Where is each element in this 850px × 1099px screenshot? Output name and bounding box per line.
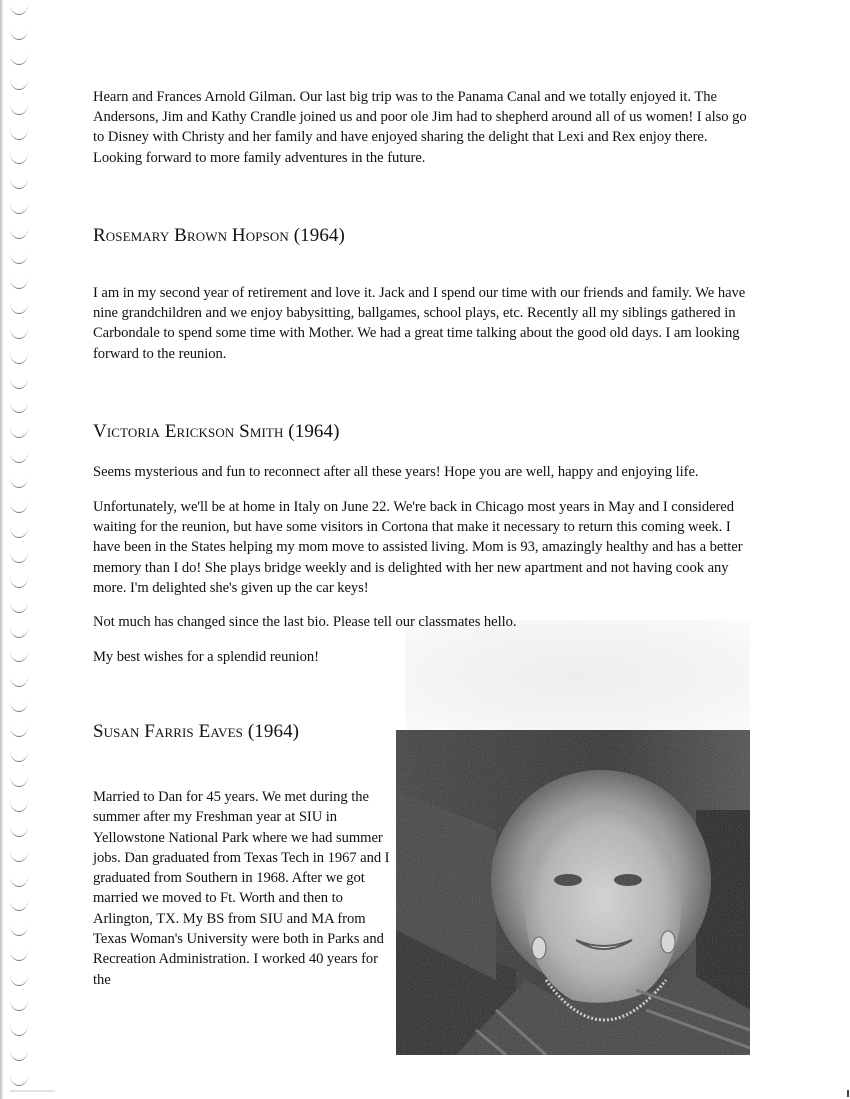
binding-ring-icon: [10, 602, 28, 613]
entry-susan-body: [93, 787, 393, 990]
entry-victoria-heading-block: [93, 421, 753, 443]
continuation-block: [93, 87, 753, 168]
binding-ring-icon: [10, 54, 28, 65]
scan-smudge: [10, 1090, 55, 1092]
show-through-bleed: [405, 620, 750, 732]
entry-name-heading: Victoria Erickson Smith (1964): [93, 421, 340, 442]
scan-corner-mark: [847, 1090, 849, 1097]
binding-ring-icon: [10, 353, 28, 364]
binding-ring-icon: [10, 129, 28, 140]
binding-ring-icon: [10, 4, 28, 15]
entry-paragraph: Not much has changed since the last bio. Please tell our classmates hello.: [93, 614, 517, 630]
binding-ring-icon: [10, 751, 28, 762]
binding-ring-icon: [10, 876, 28, 887]
binding-ring-icon: [10, 278, 28, 289]
binding-ring-icon: [10, 253, 28, 264]
binding-ring-icon: [10, 701, 28, 712]
entry-paragraph: My best wishes for a splendid reunion!: [93, 649, 319, 665]
binding-ring-icon: [10, 776, 28, 787]
binding-ring-icon: [10, 79, 28, 90]
binding-ring-icon: [10, 801, 28, 812]
entry-paragraph: Married to Dan for 45 years. We met during the summer after my Freshman year at SIU in Yellowstone National Park where we had summer jobs. Dan graduated from Texas Tech in 1967 and I graduated from Southern in 1968. After we got married we moved to Ft. Worth and then to Arlington, TX. My BS from SIU and MA from Texas Woman's University were both in Parks and Recreation Administration. I worked 40 years for the: [93, 789, 390, 988]
entry-victoria-p4: [93, 647, 753, 667]
binding-ring-icon: [10, 627, 28, 638]
entry-name-heading: Susan Farris Eaves (1964): [93, 721, 300, 742]
binding-ring-icon: [10, 900, 28, 911]
binding-ring-icon: [10, 303, 28, 314]
portrait-photo-icon: [396, 730, 750, 1055]
entry-rosemary-heading-block: [93, 225, 753, 247]
binding-ring-icon: [10, 477, 28, 488]
binding-ring-icon: [10, 427, 28, 438]
binding-ring-icon: [10, 552, 28, 563]
binding-ring-icon: [10, 950, 28, 961]
binding-ring-icon: [10, 502, 28, 513]
binding-ring-icon: [10, 104, 28, 115]
binding-ring-icon: [10, 1000, 28, 1011]
binding-ring-icon: [10, 178, 28, 189]
entry-victoria-p3: [93, 612, 753, 632]
binding-ring-icon: [10, 577, 28, 588]
binding-ring-icon: [10, 153, 28, 164]
entry-paragraph: Seems mysterious and fun to reconnect after all these years! Hope you are well, happy and enjoying life.: [93, 464, 699, 480]
binding-ring-icon: [10, 29, 28, 40]
entry-paragraph: Unfortunately, we'll be at home in Italy on June 22. We're back in Chicago most years in May and I considered waiting for the reunion, but have some visitors in Cortona that make it necessary to return this coming week. I have been in the States helping my mom move to assisted living. Mom is 93, amazingly healthy and has a better memory than I do! She plays bridge weekly and is delighted with her new apartment and not having cook any more. I'm delighted she's given up the car keys!: [93, 499, 743, 596]
binding-ring-icon: [10, 676, 28, 687]
binding-ring-icon: [10, 1025, 28, 1036]
binding-ring-icon: [10, 328, 28, 339]
portrait-photo-svg: [396, 730, 750, 1055]
binding-ring-icon: [10, 1075, 28, 1086]
binding-ring-icon: [10, 726, 28, 737]
binding-ring-icon: [10, 228, 28, 239]
entry-rosemary-body: [93, 283, 753, 364]
entry-victoria-p1: [93, 462, 753, 482]
entry-paragraph: I am in my second year of retirement and love it. Jack and I spend our time with our friends and family. We have nine grandchildren and we enjoy babysitting, ballgames, school plays, etc. Recently all my siblings gathered in Carbondale to spend some time with Mother. We had a great time talking about the good old days. I am looking forward to the reunion.: [93, 285, 746, 362]
binding-ring-icon: [10, 851, 28, 862]
spiral-binding-marks: [0, 0, 40, 1099]
binding-ring-icon: [10, 452, 28, 463]
binding-ring-icon: [10, 975, 28, 986]
binding-ring-icon: [10, 378, 28, 389]
binding-ring-icon: [10, 826, 28, 837]
entry-name-heading: Rosemary Brown Hopson (1964): [93, 225, 345, 246]
binding-ring-icon: [10, 402, 28, 413]
continuation-paragraph: Hearn and Frances Arnold Gilman. Our last big trip was to the Panama Canal and we totally enjoyed it. The Andersons, Jim and Kathy Crandle joined us and poor ole Jim had to shepherd around all of us women! I also go to Disney with Christy and her family and have enjoyed sharing the delight that Lexi and Rex enjoy there. Looking forward to more family adventures in the future.: [93, 89, 747, 166]
binding-ring-icon: [10, 651, 28, 662]
entry-victoria-p2: [93, 497, 753, 598]
binding-ring-icon: [10, 925, 28, 936]
binding-ring-icon: [10, 203, 28, 214]
binding-ring-icon: [10, 527, 28, 538]
binding-ring-icon: [10, 1050, 28, 1061]
